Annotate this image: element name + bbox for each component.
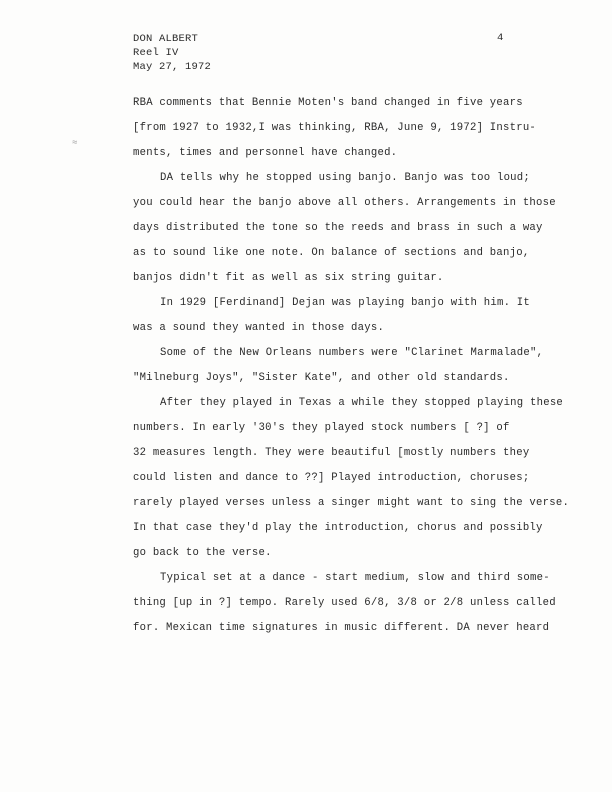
header-date: May 27, 1972 [133,61,212,73]
text-line: as to sound like one note. On balance of sections and banjo, [133,247,530,259]
text-line: days distributed the tone so the reeds and brass in such a way [133,222,543,234]
text-line: numbers. In early '30's they played stock numbers [ ?] of [133,422,510,434]
text-line: you could hear the banjo above all others. Arrangements in those [133,197,556,209]
text-line: DA tells why he stopped using banjo. Banjo was too loud; [160,172,531,184]
text-line: [from 1927 to 1932,I was thinking, RBA, June 9, 1972] Instru- [133,122,537,134]
text-line: RBA comments that Bennie Moten's band changed in five years [133,97,523,109]
text-line: In 1929 [Ferdinand] Dejan was playing banjo with him. It [160,297,531,309]
page-number: 4 [497,32,504,44]
text-line: Typical set at a dance - start medium, slow and third some- [160,572,550,584]
text-line: was a sound they wanted in those days. [133,322,385,334]
text-line: banjos didn't fit as well as six string guitar. [133,272,444,284]
text-line: rarely played verses unless a singer might want to sing the verse. [133,497,570,509]
text-line: could listen and dance to ??] Played introduction, choruses; [133,472,530,484]
margin-mark: ≈ [72,138,78,148]
text-line: After they played in Texas a while they stopped playing these [160,397,564,409]
text-line: Some of the New Orleans numbers were "Clarinet Marmalade", [160,347,544,359]
text-line: ments, times and personnel have changed. [133,147,398,159]
text-line: In that case they'd play the introduction, chorus and possibly [133,522,543,534]
text-line: for. Mexican time signatures in music different. DA never heard [133,622,550,634]
text-line: "Milneburg Joys", "Sister Kate", and other old standards. [133,372,510,384]
text-line: thing [up in ?] tempo. Rarely used 6/8, 3/8 or 2/8 unless called [133,597,556,609]
header-name: DON ALBERT [133,33,199,45]
text-line: 32 measures length. They were beautiful [mostly numbers they [133,447,530,459]
text-line: go back to the verse. [133,547,272,559]
header-reel: Reel IV [133,47,179,59]
